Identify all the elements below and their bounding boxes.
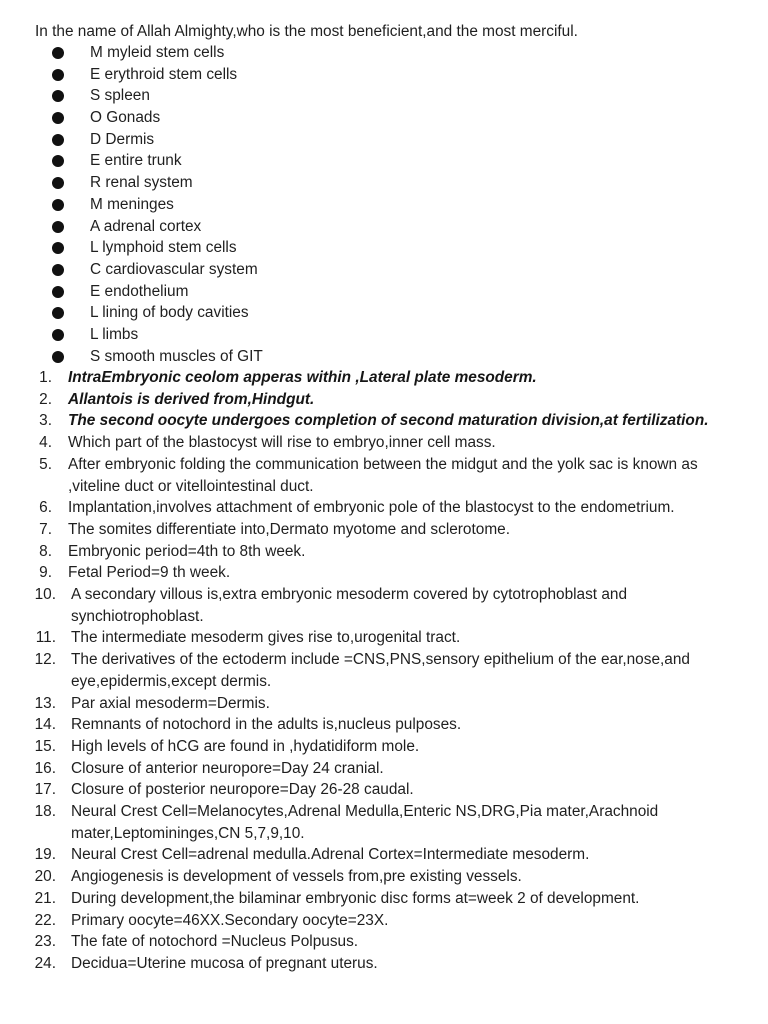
bullet-text: L lining of body cavities: [90, 304, 249, 322]
item-text: After embryonic folding the communication between the midgut and the yolk sac is known as ,viteline duct or vitellointestinal duct.: [68, 455, 698, 495]
item-text: Allantois is derived from,Hindgut.: [68, 390, 315, 408]
item-text: Primary oocyte=46XX.Secondary oocyte=23X.: [71, 911, 389, 929]
bullet-text: E erythroid stem cells: [90, 65, 238, 83]
item-number: 13.: [34, 694, 56, 712]
numbered-facts-list: [0, 367, 768, 975]
item-text: The derivatives of the ectoderm include =CNS,PNS,sensory epithelium of the ear,nose,and eye,epidermis,except dermis.: [71, 651, 690, 690]
item-number: 10.: [34, 586, 56, 604]
item-number: 3.: [39, 412, 52, 430]
item-number: 24.: [34, 954, 56, 972]
bullet-text: A adrenal cortex: [90, 217, 202, 235]
item-text: Decidua=Uterine mucosa of pregnant uterus.: [71, 954, 378, 972]
numbered-item: [0, 931, 768, 953]
numbered-item: [0, 584, 768, 627]
numbered-item: [0, 367, 768, 389]
item-number: 5.: [39, 455, 52, 473]
bullet-text: R renal system: [90, 174, 193, 192]
bullet-dot-icon: [52, 242, 64, 254]
bullet-dot-icon: [52, 351, 64, 363]
bullet-text: M meninges: [90, 195, 174, 213]
bullet-dot-icon: [52, 47, 64, 59]
item-text: Angiogenesis is development of vessels from,pre existing vessels.: [71, 868, 522, 886]
numbered-item: [0, 866, 768, 888]
bullet-text: E entire trunk: [90, 152, 182, 170]
intro-line: In the name of Allah Almighty,who is the most beneficient,and the most merciful.: [35, 23, 578, 40]
item-number: 18.: [34, 803, 56, 821]
bullet-dot-icon: [52, 155, 64, 167]
numbered-item: [0, 410, 768, 432]
item-text: Embryonic period=4th to 8th week.: [68, 542, 306, 560]
numbered-item: [0, 541, 768, 563]
bullet-dot-icon: [52, 286, 64, 298]
bullet-dot-icon: [52, 90, 64, 102]
item-text: Neural Crest Cell=Melanocytes,Adrenal Medulla,Enteric NS,DRG,Pia mater,Arachnoid mater,Leptomininges,CN 5,7,9,10.: [71, 803, 659, 842]
item-number: 4.: [39, 434, 52, 452]
item-text: The fate of notochord =Nucleus Polpusus.: [71, 933, 359, 951]
numbered-item: [0, 432, 768, 454]
bullet-dot-icon: [52, 112, 64, 124]
bullet-dot-icon: [52, 221, 64, 233]
bullet-text: M myleid stem cells: [90, 44, 225, 61]
item-number: 15.: [34, 737, 56, 755]
item-text: Par axial mesoderm=Dermis.: [71, 694, 270, 712]
numbered-item: [0, 844, 768, 866]
bullet-dot-icon: [52, 329, 64, 341]
item-text: Remnants of notochord in the adults is,nucleus pulposes.: [71, 716, 462, 734]
item-number: 14.: [34, 716, 56, 734]
numbered-item: [0, 736, 768, 758]
bullet-dot-icon: [52, 264, 64, 276]
numbered-item: [0, 714, 768, 736]
item-text: Closure of posterior neuropore=Day 26-28 caudal.: [71, 781, 414, 799]
numbered-item: [0, 779, 768, 801]
item-text: IntraEmbryonic ceolom apperas within ,Lateral plate mesoderm.: [68, 369, 537, 386]
item-number: 23.: [34, 933, 56, 951]
bullet-text: D Dermis: [90, 130, 155, 148]
item-number: 7.: [39, 520, 52, 538]
item-number: 11.: [35, 629, 56, 647]
item-number: 22.: [34, 911, 56, 929]
bullet-text: C cardiovascular system: [90, 260, 258, 278]
numbered-item: [0, 519, 768, 541]
item-text: Which part of the blastocyst will rise to embryo,inner cell mass.: [68, 434, 496, 452]
numbered-item: [0, 562, 768, 584]
bullet-text: S smooth muscles of GIT: [90, 347, 263, 365]
item-number: 12.: [34, 651, 56, 669]
numbered-item: [0, 454, 768, 497]
bullet-text: O Gonads: [90, 109, 161, 127]
item-number: 17.: [34, 781, 56, 799]
item-number: 2.: [39, 390, 52, 408]
item-number: 21.: [34, 889, 56, 907]
item-text: Closure of anterior neuropore=Day 24 cranial.: [71, 759, 384, 777]
numbered-item: [0, 758, 768, 780]
bullet-dot-icon: [52, 69, 64, 81]
bullet-dot-icon: [52, 199, 64, 211]
item-text: The second oocyte undergoes completion of second maturation division,at fertilization.: [68, 412, 709, 430]
item-number: 8.: [39, 542, 52, 560]
numbered-item: [0, 910, 768, 932]
item-text: Neural Crest Cell=adrenal medulla.Adrenal Cortex=Intermediate mesoderm.: [71, 846, 590, 864]
item-text: High levels of hCG are found in ,hydatidiform mole.: [71, 737, 420, 755]
item-number: 9.: [39, 564, 52, 582]
numbered-item: [0, 693, 768, 715]
item-number: 19.: [34, 846, 56, 864]
numbered-item: [0, 389, 768, 411]
item-number: 20.: [34, 868, 56, 886]
bullet-text: L limbs: [90, 325, 139, 343]
bullet-dot-icon: [52, 177, 64, 189]
numbered-item: [0, 801, 768, 844]
numbered-item: [0, 888, 768, 910]
item-number: 16.: [34, 759, 56, 777]
item-number: 1.: [39, 369, 52, 386]
bullet-dot-icon: [52, 307, 64, 319]
item-text: During development,the bilaminar embryonic disc forms at=week 2 of development.: [71, 889, 640, 907]
numbered-item: [0, 497, 768, 519]
bullet-text: L lymphoid stem cells: [90, 239, 237, 257]
item-text: The intermediate mesoderm gives rise to,urogenital tract.: [71, 629, 461, 647]
numbered-item: [0, 953, 768, 975]
item-text: Fetal Period=9 th week.: [68, 564, 231, 582]
item-text: The somites differentiate into,Dermato myotome and sclerotome.: [68, 520, 510, 538]
bullet-text: E endothelium: [90, 282, 189, 300]
item-text: Implantation,involves attachment of embryonic pole of the blastocyst to the endometrium.: [68, 499, 675, 517]
bullet-text: S spleen: [90, 87, 150, 105]
item-text: A secondary villous is,extra embryonic mesoderm covered by cytotrophoblast and synchiotrophoblast.: [71, 586, 628, 625]
item-number: 6.: [39, 499, 52, 517]
numbered-item: [0, 627, 768, 649]
numbered-item: [0, 649, 768, 692]
bullet-dot-icon: [52, 134, 64, 146]
